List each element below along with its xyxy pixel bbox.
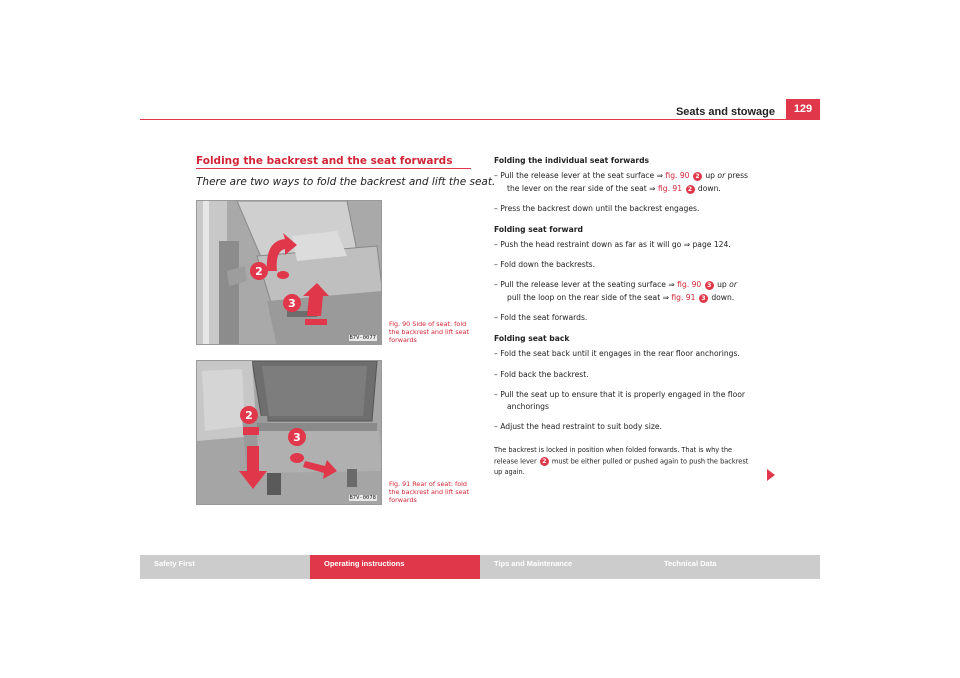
callout-2-badge: 2	[693, 172, 702, 181]
callout-3-badge: 3	[705, 281, 714, 290]
step-1-line-1: – Pull the release lever at the seat surface ⇒ fig. 90 2 up or press	[494, 171, 748, 180]
fig-91-link[interactable]: fig. 91	[671, 293, 696, 302]
next-page-arrow-icon[interactable]	[767, 469, 775, 481]
heading-folding-seat-back: Folding seat back	[494, 334, 570, 343]
step-5-line-2: pull the loop on the rear side of the seat ⇒ fig. 91 3 down.	[507, 293, 735, 302]
heading-folding-seat-forward: Folding seat forward	[494, 225, 583, 234]
step-4: – Fold down the backrests.	[494, 260, 596, 269]
fig-91-link[interactable]: fig. 91	[657, 184, 683, 193]
page-number: 129	[786, 99, 820, 119]
figure-90-image	[196, 200, 382, 345]
section-divider	[196, 168, 471, 169]
fig-90-link[interactable]: fig. 90	[665, 171, 690, 180]
fig-90-link[interactable]: fig. 90	[677, 280, 702, 289]
step-9-line-2: anchorings	[507, 402, 549, 411]
step-10: – Adjust the head restraint to suit body size.	[494, 422, 662, 431]
section-title: Folding the backrest and the seat forwards	[196, 155, 453, 167]
figure-90-label-3: 3	[288, 297, 296, 310]
callout-2-badge: 2	[540, 457, 549, 466]
step-1-line-2: the lever on the rear side of the seat ⇒ fig. 91 2 down.	[507, 184, 721, 193]
figure-91-label-3: 3	[293, 431, 301, 444]
page-header-title: Seats and stowage	[675, 106, 775, 118]
note-line-3: up again.	[494, 468, 525, 476]
figure-91-image	[196, 360, 382, 505]
step-7: – Fold the seat back until it engages in the rear floor anchorings.	[494, 349, 740, 358]
tab-technical-data[interactable]: Technical Data	[650, 555, 820, 579]
step-3: – Push the head restraint down as far as it will go ⇒ page 124.	[494, 240, 731, 249]
figure-91-caption: Fig. 91 Rear of seat: fold the backrest and lift seat forwards	[389, 480, 469, 504]
figure-90-caption: Fig. 90 Side of seat: fold the backrest and lift seat forwards	[389, 320, 469, 344]
figure-91-code: B7V-0078	[349, 495, 376, 501]
step-5-line-1: – Pull the release lever at the seating surface ⇒ fig. 90 3 up or	[494, 280, 737, 289]
step-9-line-1: – Pull the seat up to ensure that it is properly engaged in the floor	[494, 390, 745, 399]
step-8: – Fold back the backrest.	[494, 370, 589, 379]
callout-2-badge: 2	[686, 185, 695, 194]
step-2: – Press the backrest down until the backrest engages.	[494, 204, 700, 213]
tab-operating-instructions[interactable]: Operating instructions	[310, 555, 480, 579]
footer-nav	[140, 555, 820, 579]
header-divider	[140, 119, 820, 120]
callout-3-badge: 3	[699, 294, 708, 303]
figure-90-label-2: 2	[255, 265, 263, 278]
figure-90-code: B7V-0077	[349, 335, 376, 341]
note-line-2: release lever 2 must be either pulled or pushed again to push the backrest	[494, 457, 749, 466]
tab-safety-first[interactable]: Safety First	[140, 555, 310, 579]
step-6: – Fold the seat forwards.	[494, 313, 588, 322]
section-intro: There are two ways to fold the backrest and lift the seat.	[196, 176, 496, 188]
tab-tips-and-maintenance[interactable]: Tips and Maintenance	[480, 555, 650, 579]
heading-folding-individual-seat: Folding the individual seat forwards	[494, 156, 650, 165]
figure-91-label-2: 2	[245, 409, 253, 422]
note-line-1: The backrest is locked in position when folded forwards. That is why the	[494, 446, 733, 454]
